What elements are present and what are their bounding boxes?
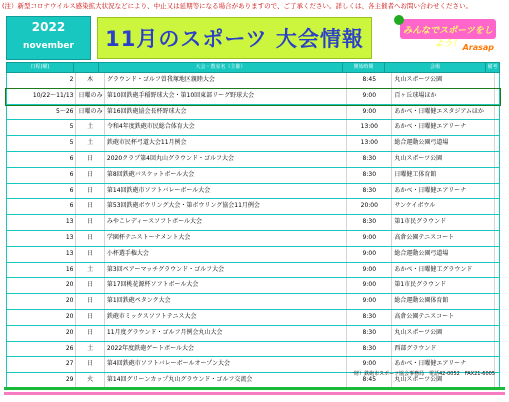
cell-venue[interactable]: 総合運動公園弓道場 — [392, 247, 495, 262]
cell-note[interactable] — [495, 120, 499, 135]
table-row[interactable] — [6, 89, 500, 105]
cell-name[interactable]: 第1回鉄砲ペタンク大会 — [105, 294, 347, 309]
cell-note[interactable] — [495, 263, 499, 278]
cell-time[interactable]: 9:00 — [347, 263, 392, 278]
cell-name[interactable]: 鉄砲市ミックスソフトテニス大会 — [105, 310, 347, 325]
header-note: 備考 — [487, 64, 498, 70]
cell-time[interactable]: 8:30 — [347, 310, 392, 325]
cell-day[interactable]: 日 — [76, 184, 104, 199]
cell-note[interactable] — [495, 73, 499, 88]
cell-venue[interactable]: あかべ・日曜健エアリーナ — [392, 120, 495, 135]
table-row[interactable] — [6, 120, 500, 136]
cell-day[interactable]: 土 — [76, 136, 104, 151]
cell-date[interactable]: 29 — [7, 373, 76, 388]
cell-date[interactable]: 20 — [7, 310, 76, 325]
cell-venue[interactable]: 高倉公園テニスコート — [392, 231, 495, 246]
cell-note[interactable] — [495, 231, 499, 246]
cell-day[interactable]: 日 — [76, 231, 104, 246]
cell-note[interactable] — [495, 247, 499, 262]
cell-time[interactable]: 9:00 — [347, 105, 392, 120]
cell-date[interactable]: 13 — [7, 231, 76, 246]
table-row[interactable] — [6, 215, 500, 231]
cell-date[interactable]: 6 — [7, 199, 76, 214]
cell-date[interactable]: 20 — [7, 326, 76, 341]
cell-note[interactable] — [495, 168, 499, 183]
table-row[interactable] — [6, 199, 500, 215]
table-row[interactable] — [6, 342, 500, 358]
header-day — [74, 63, 99, 72]
table-row[interactable] — [6, 231, 500, 247]
cell-time[interactable]: 9:00 — [347, 231, 392, 246]
cell-time[interactable]: 8:30 — [347, 152, 392, 167]
cell-name[interactable]: 令和4年度鉄砲市民総合体育大会 — [105, 120, 347, 135]
cell-name[interactable]: 学園杯テニストーナメント大会 — [105, 231, 347, 246]
cell-venue[interactable]: 第1市民グラウンド — [392, 278, 495, 293]
cell-date[interactable]: 16 — [7, 263, 76, 278]
cell-venue[interactable]: あかべ・日曜健エスタジアムほか — [392, 105, 495, 120]
cell-venue[interactable]: サンケイボウル — [392, 199, 495, 214]
cell-name[interactable]: 2022年度鉄砲ゲートボール大会 — [105, 342, 347, 357]
cell-note[interactable] — [495, 89, 499, 104]
cell-note[interactable] — [495, 184, 499, 199]
cell-date[interactable]: 13 — [7, 215, 76, 230]
cell-day[interactable]: 日曜のみ — [76, 105, 104, 120]
table-row[interactable] — [6, 168, 500, 184]
cell-date[interactable]: 6 — [7, 152, 76, 167]
header-date: 日程(曜) — [7, 63, 74, 72]
cell-day[interactable]: 日 — [76, 215, 104, 230]
cell-venue[interactable]: 日曜健工体育館 — [392, 168, 495, 183]
cell-day[interactable]: 日 — [76, 278, 104, 293]
page-title: 11月のスポーツ 大会情報 — [105, 27, 364, 51]
cell-name[interactable]: 第3回ペアーマッチグラウンド・ゴルフ大会 — [105, 263, 347, 278]
cell-name[interactable]: 第14回グリーンカップ丸山グラウンド・ゴルフ交流会 — [105, 373, 347, 388]
cell-venue[interactable]: 丸山スポーツ公園 — [392, 326, 495, 341]
header-name: 大会・教室名（主催） — [99, 63, 343, 72]
header-venue: 会場 — [385, 63, 486, 72]
cell-time[interactable]: 8:30 — [347, 168, 392, 183]
cell-day[interactable]: 日 — [76, 357, 104, 372]
table-row[interactable] — [6, 73, 500, 89]
cell-date[interactable]: 20 — [7, 278, 76, 293]
cell-day[interactable]: 土 — [76, 263, 104, 278]
cell-day[interactable]: 日 — [76, 168, 104, 183]
year-month-box — [6, 16, 91, 60]
cell-venue[interactable]: 西部グラウンド — [392, 342, 495, 357]
cell-time[interactable]: 8:30 — [347, 342, 392, 357]
notice-text: (注）新型コロナウイルス感染拡大状況などにより、中止又は延期等になる場合がありますので、ご了承ください。詳しくは、各主催者へお問い合わせください。 — [2, 2, 473, 10]
cell-day[interactable]: 火 — [76, 373, 104, 388]
cell-time[interactable]: 9:00 — [347, 278, 392, 293]
cell-venue[interactable]: あかべ・日曜健エアリーナ — [392, 357, 495, 372]
cell-time[interactable]: 9:00 — [347, 294, 392, 309]
cell-time[interactable]: 9:00 — [347, 247, 392, 262]
cell-name[interactable]: 第14回鉄砲市ソフトバレーボール大会 — [105, 184, 347, 199]
cell-name[interactable]: グラウンド・ゴルフ曽我塚地区親睦大会 — [105, 73, 347, 88]
badge-logo: Arasap — [462, 43, 494, 52]
cell-time[interactable]: 8:45 — [347, 373, 392, 388]
cell-note[interactable] — [495, 105, 499, 120]
cell-time[interactable]: 8:30 — [347, 184, 392, 199]
cell-time[interactable]: 8:45 — [347, 73, 392, 88]
cell-note[interactable] — [495, 342, 499, 357]
cell-day[interactable]: 日 — [76, 152, 104, 167]
cell-date[interactable]: 20 — [7, 294, 76, 309]
badge-text: みんなでスポーツをしよう！ — [403, 26, 493, 49]
page-title-box — [97, 17, 372, 59]
cell-day[interactable]: 木 — [76, 73, 104, 88]
cell-day[interactable]: 土 — [76, 342, 104, 357]
cell-day[interactable]: 日 — [76, 310, 104, 325]
table-row[interactable] — [6, 152, 500, 168]
table-row[interactable] — [6, 310, 500, 326]
cell-venue[interactable]: 総合運動公園弓道場 — [392, 136, 495, 151]
cell-note[interactable] — [495, 310, 499, 325]
cell-venue[interactable]: 高倉公園テニスコート — [392, 310, 495, 325]
cell-venue[interactable]: 百ヶ丘球場ほか — [392, 89, 495, 104]
cell-venue[interactable]: 第1市民グラウンド — [392, 215, 495, 230]
cell-venue[interactable]: あかべ・日曜健エアリーナ — [392, 184, 495, 199]
cell-name[interactable]: 第4回鉄砲市ソフトバレーボールオープン大会 — [105, 357, 347, 372]
cell-venue[interactable]: 丸山スポーツ公園 — [392, 373, 495, 388]
cell-note[interactable] — [495, 278, 499, 293]
cell-time[interactable]: 9:00 — [347, 89, 392, 104]
cell-time[interactable]: 13:00 — [347, 136, 392, 151]
table-row[interactable] — [6, 184, 500, 200]
sports-badge — [396, 15, 500, 57]
cell-time[interactable]: 9:00 — [347, 357, 392, 372]
cell-time[interactable]: 13:00 — [347, 120, 392, 135]
cell-time[interactable]: 20:00 — [347, 199, 392, 214]
table-row[interactable] — [6, 326, 500, 342]
cell-date[interactable]: 13 — [7, 247, 76, 262]
cell-name[interactable]: 第16回鉄砲協会長杯野球大会 — [105, 105, 347, 120]
cell-name[interactable]: 11月度グラウンド・ゴルフ月例会丸山大会 — [105, 326, 347, 341]
cell-venue[interactable]: あかべ・日曜健工グラウンド — [392, 263, 495, 278]
cell-time[interactable]: 8:30 — [347, 326, 392, 341]
table-row[interactable] — [6, 294, 500, 310]
cell-note[interactable] — [495, 152, 499, 167]
cell-note[interactable] — [495, 294, 499, 309]
cell-time[interactable]: 8:30 — [347, 215, 392, 230]
year-label: 2022 — [31, 20, 66, 34]
cell-name[interactable]: 第53回鉄砲ボウリング大会・第ボウリング協会11月例会 — [105, 199, 347, 214]
cell-note[interactable] — [495, 326, 499, 341]
cell-venue[interactable]: 総合運動公園体育館 — [392, 294, 495, 309]
table-header — [6, 62, 500, 73]
table-body — [6, 73, 500, 389]
event-table — [6, 62, 500, 389]
table-row[interactable] — [6, 136, 500, 152]
cell-date[interactable]: 26 — [7, 342, 76, 357]
cell-name[interactable]: 2020クラブ第4回丸山グラウンド・ゴルフ大会 — [105, 152, 347, 167]
cell-date[interactable]: 10/22〜11/13 — [7, 89, 76, 104]
cell-date[interactable]: 27 — [7, 357, 76, 372]
cell-name[interactable]: 鉄砲市民杯弓道大会11月例会 — [105, 136, 347, 151]
cell-note[interactable] — [495, 373, 499, 388]
cell-note[interactable] — [495, 136, 499, 151]
cell-name[interactable]: 第8回鉄砲バスケットボール大会 — [105, 168, 347, 183]
footer-contact: 一財）鉄砲市スポーツ協会事務局 電話42-0052 FAX21-6005 — [349, 371, 495, 377]
cell-date[interactable]: 5 — [7, 136, 76, 151]
month-label: november — [23, 41, 74, 51]
cell-date[interactable]: 2 — [7, 73, 76, 88]
cell-date[interactable]: 6 — [7, 184, 76, 199]
mascot-icon — [394, 15, 404, 25]
cell-venue[interactable]: 丸山スポーツ公園 — [392, 152, 495, 167]
footer-bar-pink — [4, 392, 505, 395]
cell-day[interactable]: 日曜のみ — [76, 89, 104, 104]
cell-date[interactable]: 5〜26 — [7, 105, 76, 120]
cell-name[interactable]: 小杯選手権大会 — [105, 247, 347, 262]
cell-day[interactable]: 日 — [76, 294, 104, 309]
cell-note[interactable] — [495, 357, 499, 372]
cell-venue[interactable]: 丸山スポーツ公園 — [392, 73, 495, 88]
cell-note[interactable] — [495, 199, 499, 214]
header-time: 開始時間 — [343, 63, 385, 72]
cell-day[interactable]: 日 — [76, 199, 104, 214]
cell-day[interactable]: 日 — [76, 247, 104, 262]
table-row[interactable] — [6, 278, 500, 294]
cell-day[interactable]: 日 — [76, 326, 104, 341]
footer-bar-green — [4, 387, 505, 390]
cell-name[interactable]: 第17回桃花源杯ソフトボール大会 — [105, 278, 347, 293]
table-row[interactable] — [6, 105, 500, 121]
cell-note[interactable] — [495, 215, 499, 230]
cell-name[interactable]: みやこレディースソフトボール大会 — [105, 215, 347, 230]
table-row[interactable] — [6, 263, 500, 279]
cell-date[interactable]: 6 — [7, 168, 76, 183]
table-row[interactable] — [6, 247, 500, 263]
cell-name[interactable]: 第10回鉄砲手稲野球大会・第10回東部リーグ野球大会 — [105, 89, 347, 104]
cell-day[interactable]: 土 — [76, 120, 104, 135]
cell-date[interactable]: 5 — [7, 120, 76, 135]
